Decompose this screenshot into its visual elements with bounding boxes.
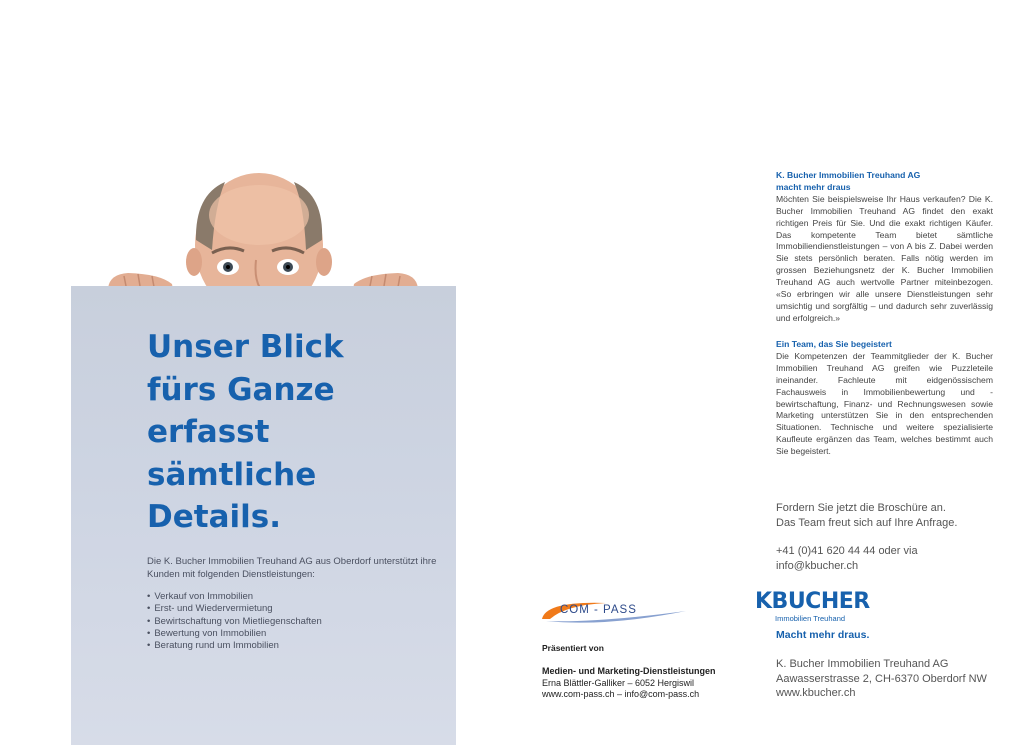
person-photo	[100, 170, 430, 295]
street-address: Aawasserstrasse 2, CH-6370 Oberdorf NW	[776, 672, 987, 685]
article-heading-2: Ein Team, das Sie begeistert	[776, 339, 892, 349]
website-link[interactable]: www.kbucher.ch	[776, 687, 856, 699]
article-section-2	[776, 339, 993, 458]
article-heading-1	[776, 170, 993, 194]
contact-info	[776, 544, 1006, 573]
heading-line: macht mehr draus	[776, 181, 851, 192]
article-body-1: Möchten Sie beispielsweise Ihr Haus verkaufen? Die K. Bucher Immobilien Treuhand AG findet den exakt richtigen Preis für Sie. Und die exakt richtigen Käufer. Das kompetente Team bietet sämtliche Immobiliendienstleistungen – von A bis Z. Dabei werden Sie stets persönlich beraten. Falls nötig werden im grossen Beziehungsnetz der K. Bucher Immobilien Treuhand AG auch wertvolle Partner miteinbezogen. «So erbringen wir alle unsere Dienstleistungen sehr umsichtig und sorgfältig – und dadurch sehr zuverlässig und erfolgreich.»	[776, 193, 993, 323]
poster-intro: Die K. Bucher Immobilien Treuhand AG aus Oberdorf unterstützt ihre Kunden mit folgenden Dienstleistungen:	[147, 556, 437, 580]
headline-line: erfasst	[147, 414, 270, 450]
service-item: • Erst- und Wiedervermietung	[147, 603, 322, 615]
article-body-2: Die Kompetenzen der Teammitglieder der K. Bucher Immobilien Treuhand AG greifen wie Puzzleteile ineinander. Fachleute mit eidgenössischem Fachausweis in Immobilienbewertung und -bewirtschaftung, Finanz- und Rechnungswesen sowie Marketing unterstützen Sie in den entsprechenden Situationen. Technische und weitere spezialisierte Kaufleute ergänzen das Team, welches bestimmt auch Sie begeistert.	[776, 350, 993, 457]
phone-line: +41 (0)41 620 44 44 oder via	[776, 545, 918, 557]
compass-web-mail[interactable]: www.com-pass.ch – info@com-pass.ch	[542, 689, 700, 700]
service-item: • Beratung rund um Immobilien	[147, 640, 322, 652]
headline-line: sämtliche	[147, 456, 317, 493]
service-item: • Bewertung von Immobilien	[147, 628, 322, 640]
services-list	[147, 591, 322, 652]
compass-logo	[536, 597, 696, 627]
poster-headline	[147, 326, 447, 539]
company-name: K. Bucher Immobilien Treuhand AG	[776, 658, 949, 670]
cta-line: Fordern Sie jetzt die Broschüre an.	[776, 502, 946, 514]
email-link[interactable]: info@kbucher.ch	[776, 559, 859, 572]
heading-line: K. Bucher Immobilien Treuhand AG	[776, 170, 921, 180]
compass-logo-text: COM - PASS	[560, 604, 637, 616]
compass-tagline: Medien- und Marketing-Dienstleistungen	[542, 666, 716, 676]
headline-line: fürs Ganze	[147, 371, 335, 408]
headline-line: Details.	[147, 499, 281, 535]
kbucher-logo-word: KBUCHER	[755, 589, 870, 614]
poster-card	[71, 286, 456, 745]
compass-person: Erna Blättler-Galliker – 6052 Hergiswil	[542, 677, 695, 688]
service-item: • Verkauf von Immobilien	[147, 591, 322, 603]
kbucher-logo-sub: Immobilien Treuhand	[775, 614, 846, 623]
cta-line: Das Team freut sich auf Ihre Anfrage.	[776, 516, 958, 529]
compass-info	[542, 666, 762, 701]
presented-by: Präsentiert von	[542, 643, 604, 653]
service-item: • Bewirtschaftung von Mietliegenschaften	[147, 616, 322, 628]
kbucher-slogan: Macht mehr draus.	[776, 629, 870, 641]
article-section-1	[776, 170, 993, 325]
kbucher-address	[776, 657, 1016, 701]
headline-line: Unser Blick	[147, 329, 344, 365]
kbucher-logo	[755, 590, 895, 624]
call-to-action	[776, 501, 1006, 530]
